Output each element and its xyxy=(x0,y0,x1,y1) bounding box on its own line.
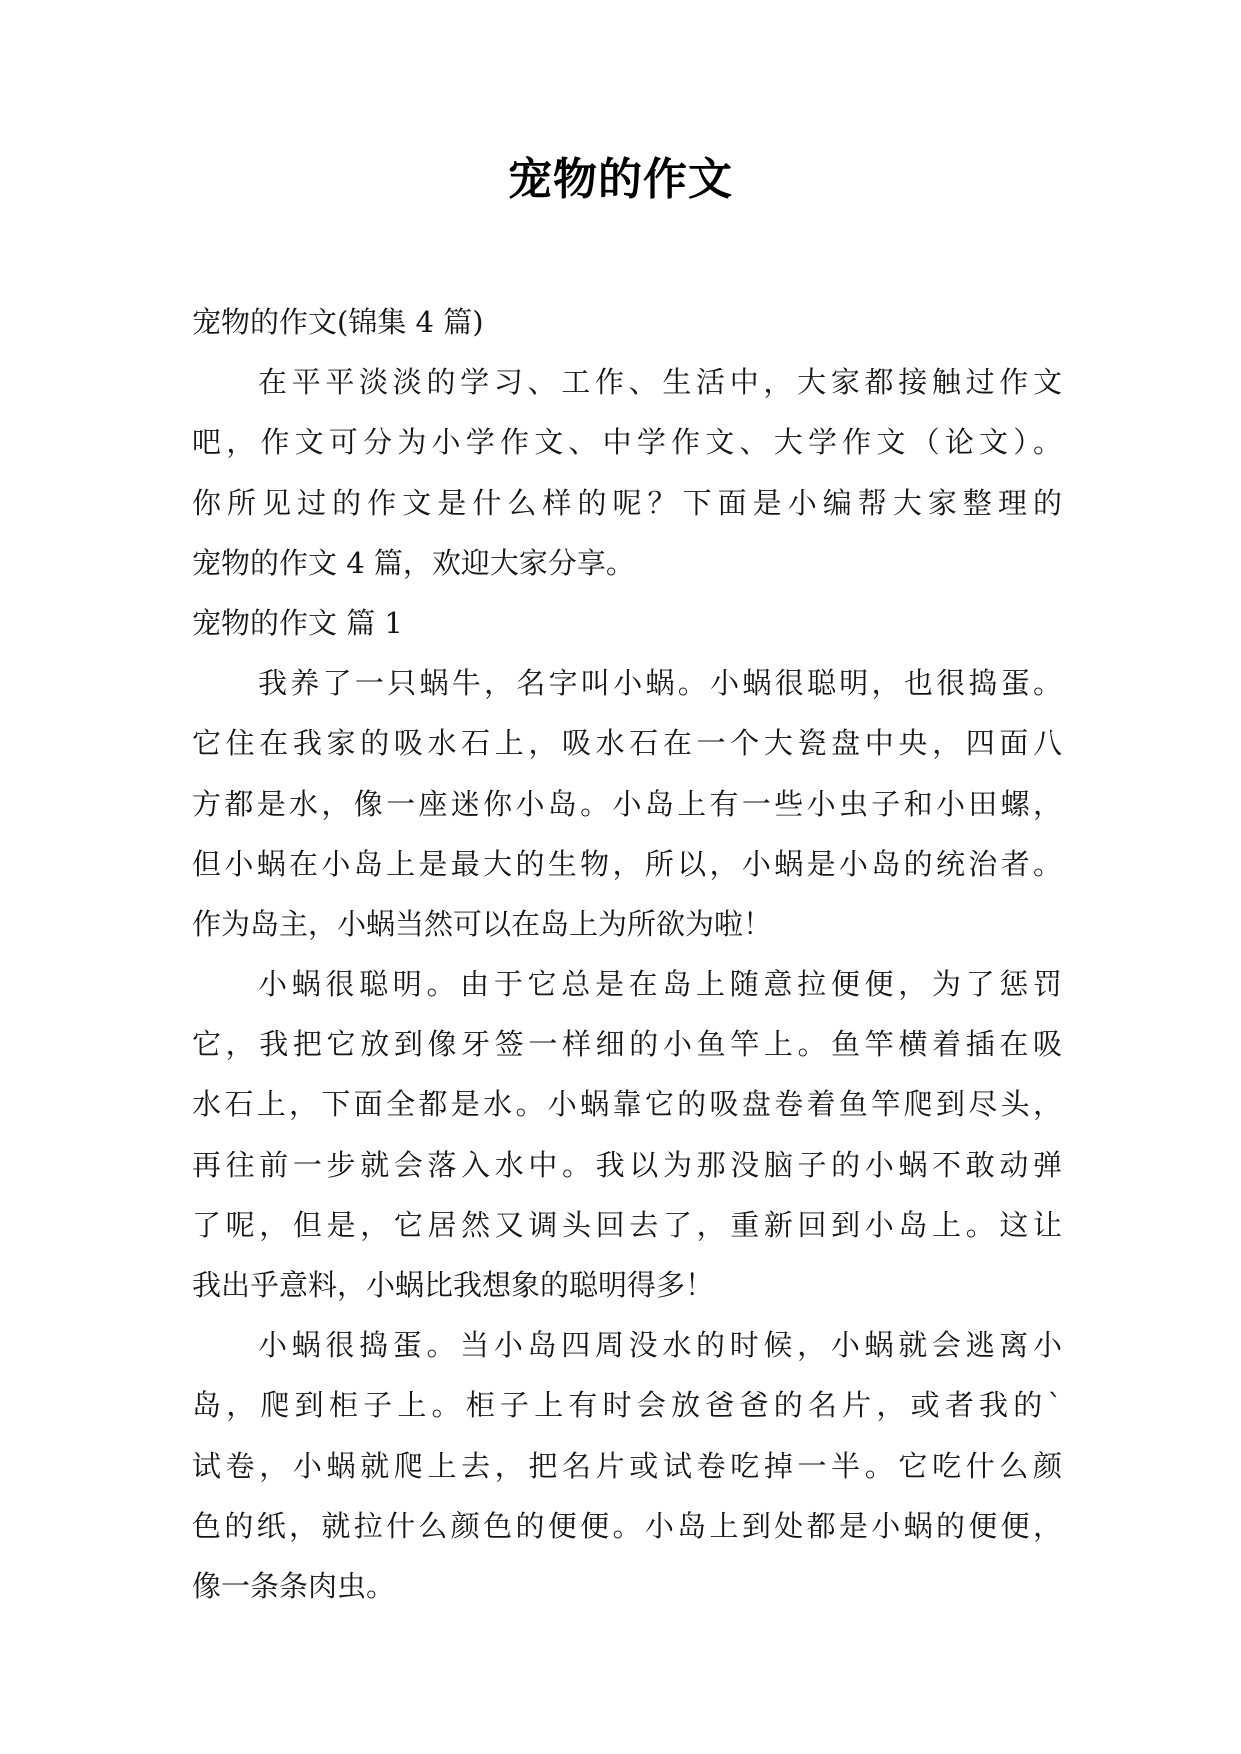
text-line: 在平平淡淡的学习、工作、生活中，大家都接触过作文 xyxy=(258,365,1062,400)
text-line: 方都是水，像一座迷你小岛。小岛上有一些小虫子和小田螺， xyxy=(192,786,1062,821)
text-line: 宠物的作文(锦集 4 篇) xyxy=(192,305,484,339)
text-line: 水石上，下面全都是水。小蜗靠它的吸盘卷着鱼竿爬到尽头， xyxy=(192,1087,1062,1122)
text-line: 吧，作文可分为小学作文、中学作文、大学作文（论文）。 xyxy=(192,425,1062,460)
text-line: 试卷，小蜗就爬上去，把名片或试卷吃掉一半。它吃什么颜 xyxy=(192,1448,1062,1483)
text-line: 你所见过的作文是什么样的呢？下面是小编帮大家整理的 xyxy=(192,485,1062,520)
text-line: 它，我把它放到像牙签一样细的小鱼竿上。鱼竿横着插在吸 xyxy=(192,1027,1062,1062)
text-line: 色的纸，就拉什么颜色的便便。小岛上到处都是小蜗的便便， xyxy=(192,1508,1062,1543)
text-line: 我出乎意料，小蜗比我想象的聪明得多！ xyxy=(192,1268,715,1302)
text-line: 宠物的作文 4 篇，欢迎大家分享。 xyxy=(192,545,635,580)
text-line: 它住在我家的吸水石上，吸水石在一个大瓷盘中央，四面八 xyxy=(192,726,1062,761)
text-line: 再往前一步就会落入水中。我以为那没脑子的小蜗不敢动弹 xyxy=(192,1147,1062,1182)
text-line: 小蜗很捣蛋。当小岛四周没水的时候，小蜗就会逃离小 xyxy=(258,1328,1062,1363)
document-title: 宠物的作文 xyxy=(508,154,733,205)
document-body xyxy=(192,292,1062,1616)
text-line: 作为岛主，小蜗当然可以在岛上为所欲为啦！ xyxy=(192,906,773,941)
text-line: 像一条条肉虫。 xyxy=(192,1568,396,1603)
text-line: 我养了一只蜗牛，名字叫小蜗。小蜗很聪明，也很捣蛋。 xyxy=(258,666,1062,701)
text-line: 但小蜗在小岛上是最大的生物，所以，小蜗是小岛的统治者。 xyxy=(192,846,1062,881)
text-line: 了呢，但是，它居然又调头回去了，重新回到小岛上。这让 xyxy=(192,1207,1062,1242)
text-line: 岛，爬到柜子上。柜子上有时会放爸爸的名片，或者我的` xyxy=(192,1388,1062,1423)
text-line: 宠物的作文 篇 1 xyxy=(192,605,403,640)
text-line: 小蜗很聪明。由于它总是在岛上随意拉便便，为了惩罚 xyxy=(258,967,1062,1002)
